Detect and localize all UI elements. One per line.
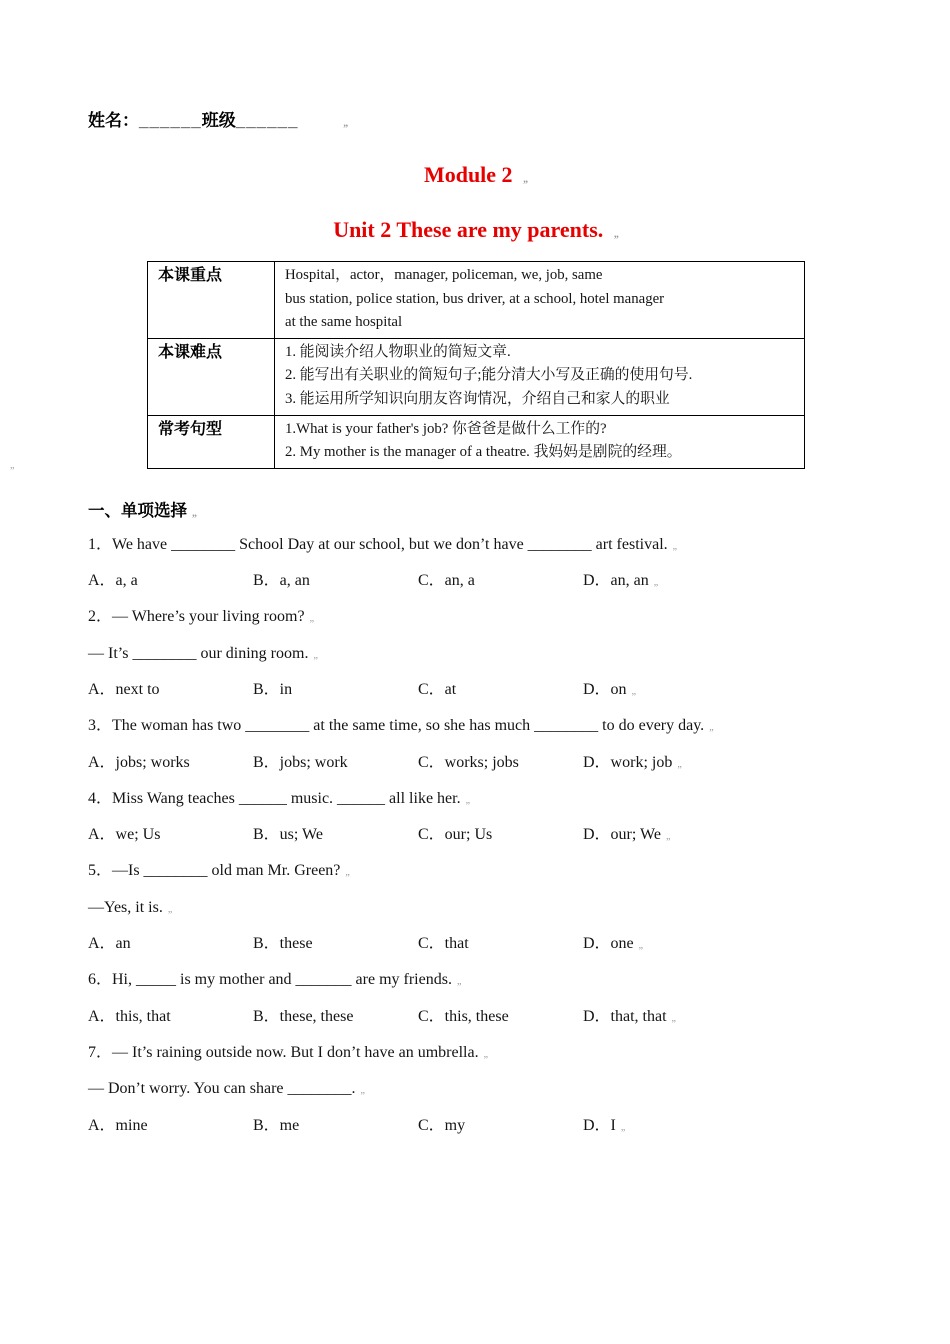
option-3-D: D．work; job „ — [583, 746, 682, 782]
option-2-D: D．on „ — [583, 673, 636, 709]
summary-content-line: Hospital，actor，manager, policeman, we, job, same — [285, 267, 603, 283]
option-4-B: B．us; We — [253, 826, 323, 844]
option-7-C: C．my — [418, 1116, 466, 1134]
option-1-B: B．a, an — [253, 572, 310, 590]
question-item-3 — [88, 709, 864, 782]
question-item-7 — [88, 1036, 864, 1145]
summary-row-header: 本课重点 — [148, 262, 275, 339]
question-item-2 — [88, 600, 864, 709]
option-2-A: A．next to — [88, 680, 160, 698]
option-5-A: A．an — [88, 935, 131, 953]
options-row — [88, 746, 864, 782]
name-label: 姓名： — [88, 111, 139, 130]
summary-content-line: 2. My mother is the manager of a theatre. 我妈妈是剧院的经理。 — [285, 444, 682, 461]
option-1-A: A．a, a — [88, 572, 138, 590]
section-one-heading: 一、单项选择 „ — [88, 499, 864, 526]
module-title — [88, 162, 864, 192]
question-text: 1．We have ________ School Day at our school, but we don’t have ________ art festival. „ — [88, 528, 864, 564]
question-item-1 — [88, 528, 864, 601]
question-text: 3．The woman has two ________ at the same time, so she has much ________ to do every day. „ — [88, 709, 864, 745]
summary-row-header: 常考句型 — [148, 415, 275, 468]
option-2-C: C．at — [418, 680, 457, 698]
option-3-B: B．jobs; work — [253, 753, 348, 771]
summary-table-body — [148, 262, 805, 469]
question-item-6 — [88, 963, 864, 1036]
questions — [88, 528, 864, 1145]
question-text: — Don’t worry. You can share ________. „ — [88, 1072, 864, 1108]
option-1-C: C．an, a — [418, 572, 475, 590]
option-2-B: B．in — [253, 680, 293, 698]
option-3-A: A．jobs; works — [88, 753, 190, 771]
summary-row-content — [275, 262, 805, 339]
option-6-C: C．this, these — [418, 1007, 509, 1025]
option-4-D: D．our; We „ — [583, 818, 670, 854]
options-row — [88, 1109, 864, 1145]
question-text: 2．— Where’s your living room? „ — [88, 600, 864, 636]
option-5-B: B．these — [253, 935, 313, 953]
option-7-D: D．I „ — [583, 1109, 625, 1145]
option-6-B: B．these, these — [253, 1007, 354, 1025]
summary-table-row — [148, 338, 805, 415]
question-text: 6．Hi, _____ is my mother and _______ are my friends. „ — [88, 963, 864, 999]
option-6-A: A．this, that — [88, 1007, 171, 1025]
summary-table — [147, 261, 805, 469]
question-text: —Yes, it is. „ — [88, 891, 864, 927]
summary-table-row — [148, 415, 805, 468]
summary-table-wrap — [88, 261, 864, 469]
summary-content-line: bus station, police station, bus driver, at a school, hotel manager — [285, 290, 665, 307]
summary-row-content — [275, 338, 805, 415]
summary-content-line: 1. 能阅读介绍人物职业的简短文章. — [285, 343, 511, 360]
options-row — [88, 927, 864, 963]
summary-row-content — [275, 415, 805, 468]
option-5-C: C．that — [418, 935, 469, 953]
question-text: 4．Miss Wang teaches ______ music. ______ all like her. „ — [88, 782, 864, 818]
question-text: — It’s ________ our dining room. „ — [88, 637, 864, 673]
options-row — [88, 818, 864, 854]
summary-content-line: 1.What is your father's job? 你爸爸是做什么工作的? — [285, 420, 607, 437]
option-3-C: C．works; jobs — [418, 753, 519, 771]
unit-title-text: Unit 2 These are my parents. — [333, 217, 604, 242]
options-row — [88, 1000, 864, 1036]
option-5-D: D．one „ — [583, 927, 643, 963]
option-4-A: A．we; Us — [88, 826, 161, 844]
question-item-5 — [88, 854, 864, 963]
option-7-B: B．me — [253, 1116, 300, 1134]
class-label: 班级 — [201, 111, 236, 130]
option-1-D: D．an, an „ — [583, 564, 658, 600]
unit-title — [88, 217, 864, 247]
option-7-A: A．mine — [88, 1116, 148, 1134]
options-row — [88, 564, 864, 600]
name-blank: ______ — [139, 111, 202, 130]
paragraph-mark — [10, 460, 14, 471]
summary-row-header: 本课难点 — [148, 338, 275, 415]
question-item-4 — [88, 782, 864, 855]
name-class-line — [88, 110, 864, 135]
summary-table-row — [148, 262, 805, 339]
class-blank: ______ — [235, 111, 299, 130]
summary-content-line: 3. 能运用所学知识向朋友咨询情况，介绍自己和家人的职业 — [285, 390, 670, 407]
module-title-text: Module 2 — [423, 162, 513, 187]
options-row — [88, 673, 864, 709]
question-text: 5．—Is ________ old man Mr. Green? „ — [88, 854, 864, 890]
question-text: 7．— It’s raining outside now. But I don’t have an umbrella. „ — [88, 1036, 864, 1072]
option-4-C: C．our; Us — [418, 826, 493, 844]
option-6-D: D．that, that „ — [583, 1000, 676, 1036]
summary-content-line: at the same hospital — [285, 314, 403, 331]
summary-content-line: 2. 能写出有关职业的简短句子;能分清大小写及正确的使用句号. — [285, 367, 693, 384]
